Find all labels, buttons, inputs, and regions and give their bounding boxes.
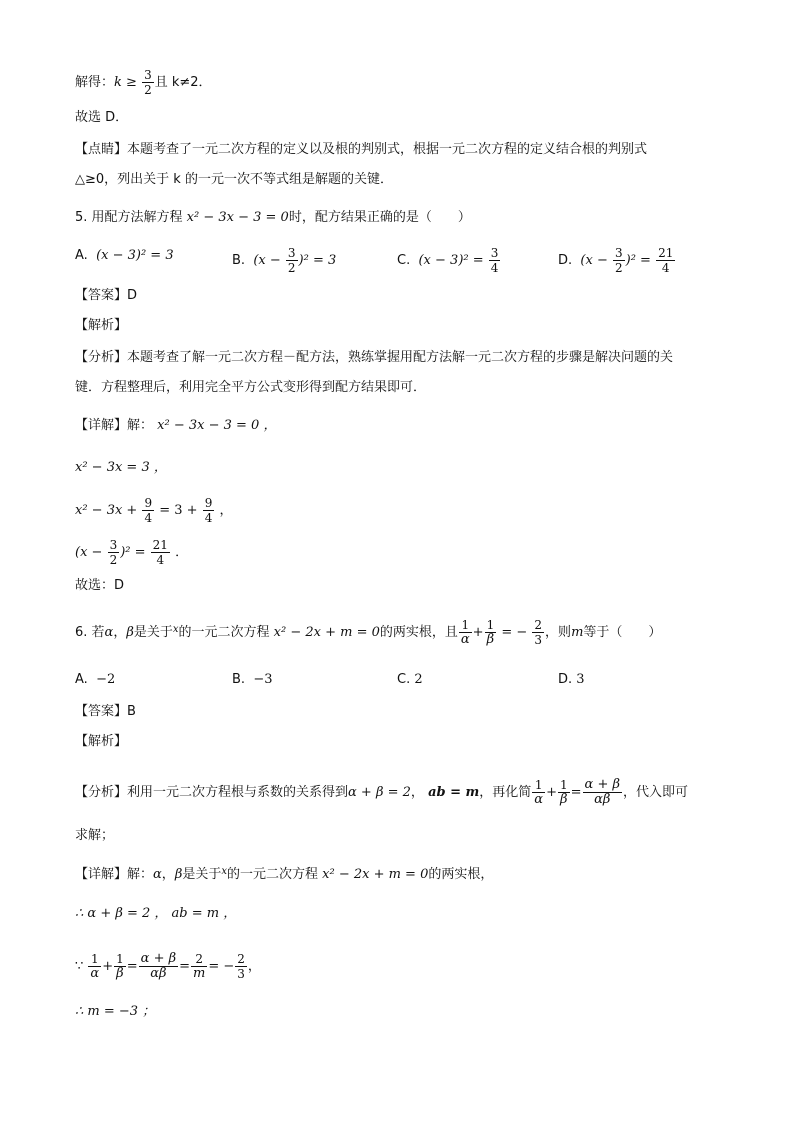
q5-option-a: A. (x − 3)² = 3 — [75, 248, 174, 263]
fraction: $\frac{3}{2}$ — [144, 68, 152, 97]
line-solution-k: 解得：k ≥ $\frac{3}{2}$ 且 k≠2． — [75, 68, 212, 97]
q6-option-a: A. −2 — [75, 672, 116, 687]
q6-fenxi: 【分析】利用一元二次方程根与系数的关系得到α + β = 2， ab = m，再化简 $\frac{1}{\alpha}$ + $\frac{1}{\beta}$ = $\frac{\alpha + \beta}{\alpha\beta}$ ，代入即可 — [75, 777, 688, 807]
q5-option-c: C. (x − 3)² = $\frac{3}{4}$ — [397, 246, 499, 275]
q6-option-d: D. 3 — [558, 672, 585, 687]
q6-option-c: C. 2 — [397, 672, 423, 687]
q5-choose: 故选：D — [75, 578, 125, 593]
dianjing-line1: 【点睛】本题考查了一元二次方程的定义以及根的判别式，根据一元二次方程的定义结合根的判别式 — [75, 142, 648, 157]
q5-option-b: B. (x − $\frac{3}{2}$ )² = 3 — [232, 246, 337, 275]
q5-step-1: x² − 3x = 3 ， — [75, 460, 167, 475]
q6-option-b: B. −3 — [232, 672, 273, 687]
q5-stem: 5. 用配方法解方程 x² − 3x − 3 = 0时，配方结果正确的是（ ） — [75, 210, 471, 225]
dianjing-line2: △≥0，列出关于 k 的一元一次不等式组是解题的关键． — [75, 172, 393, 187]
q6-xiangjie: 【详解】解：α，β是关于$^x$的一元二次方程 x² − 2x + m = 0的两实根， — [75, 866, 494, 882]
q6-fenxi-2: 求解； — [75, 828, 115, 843]
q6-answer: 【答案】B — [75, 704, 136, 719]
q6-step-2: ∵ $\frac{1}{\alpha}$ + $\frac{1}{\beta}$ = $\frac{\alpha + \beta}{\alpha\beta}$ = $\frac{2}{m}$ = − $\frac{2}{3}$ ， — [75, 951, 261, 981]
q5-answer: 【答案】D — [75, 288, 138, 303]
q5-step-2: x² − 3x + $\frac{9}{4}$ = 3 + $\frac{9}{4}$ ， — [75, 496, 233, 525]
q5-fenxi-2: 键．方程整理后，利用完全平方公式变形得到配方结果即可． — [75, 380, 427, 395]
q6-stem: 6. 若α，β是关于$^x$的一元二次方程 x² − 2x + m = 0的两实根，且 $\frac{1}{\alpha}$ + $\frac{1}{\beta}$ = − $\frac{2}{3}$ ，则m等于（ ） — [75, 618, 662, 647]
q6-analysis: 【解析】 — [75, 734, 128, 749]
q5-step-3: (x − $\frac{3}{2}$ )² = $\frac{21}{4}$ ． — [75, 538, 189, 567]
q5-fenxi-1: 【分析】本题考查了解一元二次方程－配方法，熟练掌握用配方法解一元二次方程的步骤是解决问题的关 — [75, 350, 674, 365]
q5-xiangjie: 【详解】解： x² − 3x − 3 = 0 ， — [75, 418, 277, 433]
choose-d: 故选 D． — [75, 110, 129, 125]
q6-step-3: ∴ m = −3 ； — [75, 1004, 156, 1019]
q6-step-1: ∴ α + β = 2 ， ab = m ， — [75, 906, 237, 921]
q5-analysis: 【解析】 — [75, 318, 128, 333]
q5-option-d: D. (x − $\frac{3}{2}$ )² = $\frac{21}{4}$ — [558, 246, 674, 275]
